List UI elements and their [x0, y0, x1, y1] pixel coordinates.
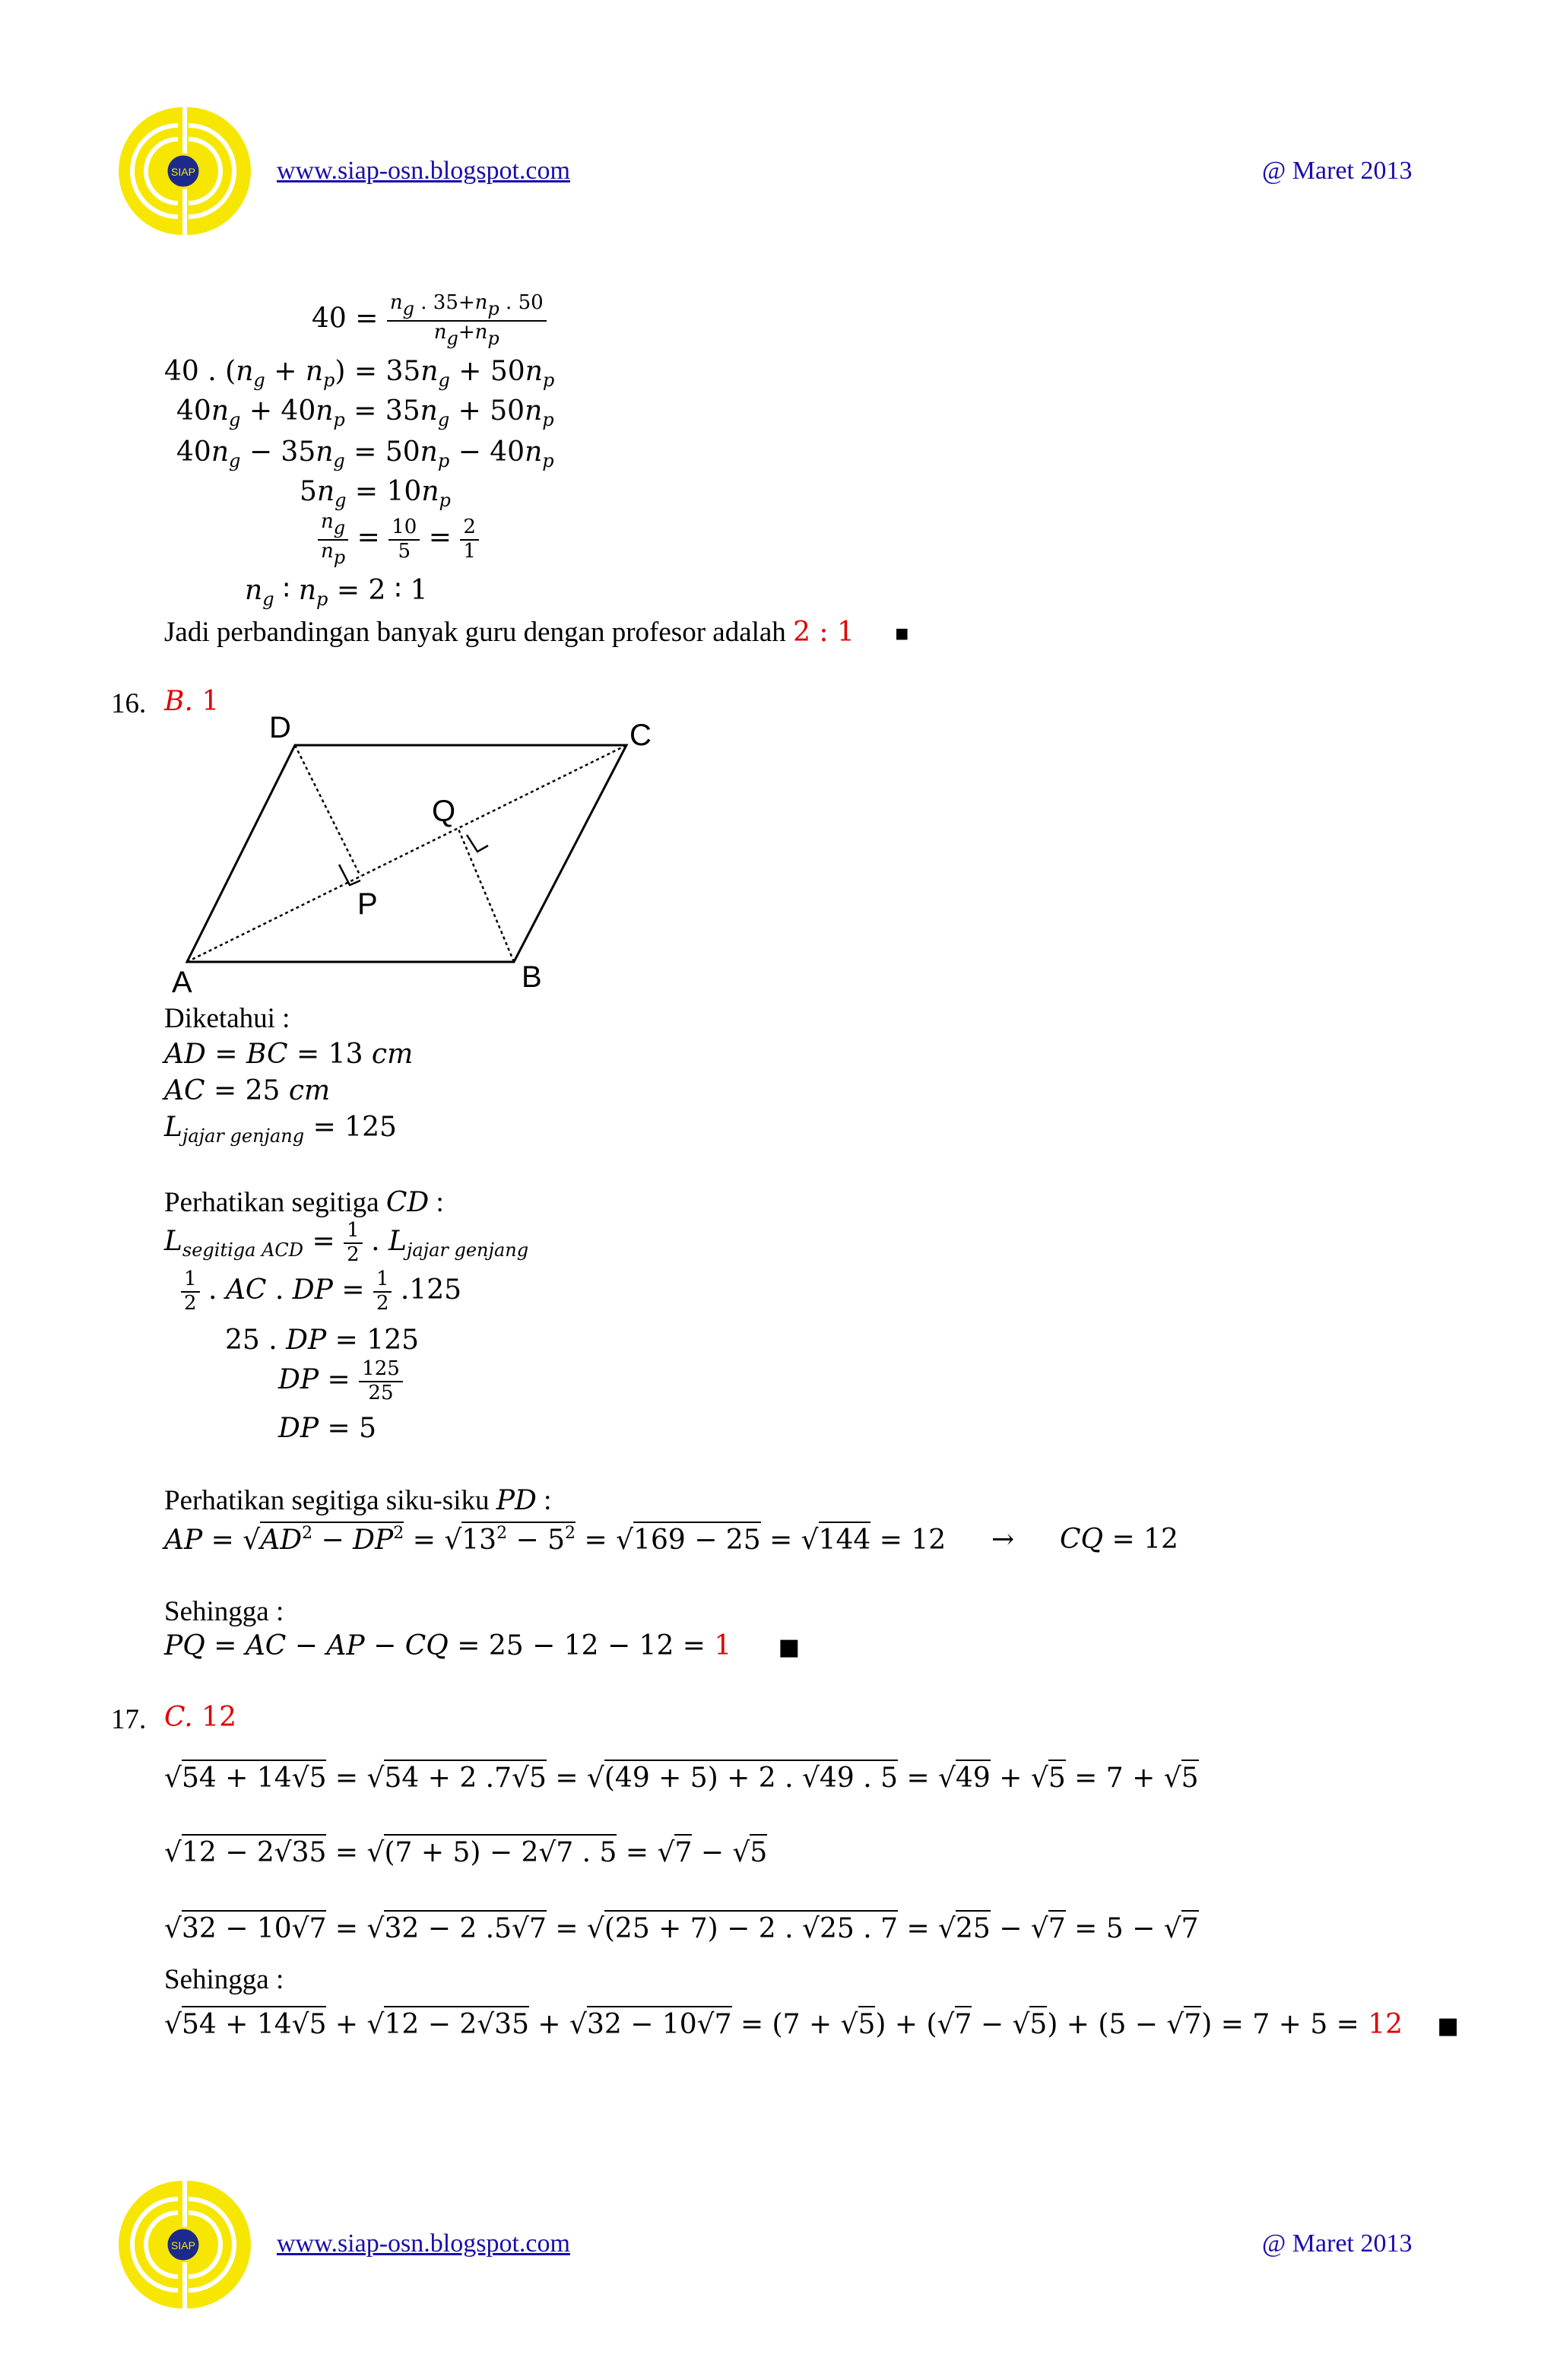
segment-dp: [295, 745, 360, 876]
q17-number: 17.: [111, 1704, 147, 1735]
q16-s1: $L_{segitiga ACD}$ = $\frac{1}{2}$ . $L_{jajar genjang}$: [164, 1219, 529, 1266]
q16-known2: AC = 25 cm: [164, 1075, 331, 1106]
q16-number: 16.: [111, 688, 147, 719]
label-a: A: [172, 966, 192, 999]
q15-line1: 40 = $\frac{ng . 35+np . 50}{ng+np}$: [312, 292, 547, 349]
q15-answer: 2 : 1: [793, 617, 855, 648]
q16-s3: 25 . DP = 125: [225, 1325, 419, 1356]
q17-final-answer: 12: [1368, 2009, 1403, 2040]
footer-url-link[interactable]: www.siap-osn.blogspot.com: [277, 2229, 570, 2258]
q16-ap-line: AP = $√AD^2 - DP^2 = √13^2 - 5^2 = √169 - 25 = √144 = 12$: [164, 1524, 946, 1556]
label-p: P: [357, 887, 378, 921]
qed-icon: ■: [1437, 2013, 1459, 2039]
label-q: Q: [432, 795, 456, 828]
qed-icon: ■: [778, 1634, 801, 1661]
q15-line6: $\frac{ng}{np}$ = $\frac{10}{5}$ = $\frac{2}{1}$: [318, 511, 479, 568]
right-angle-p: [339, 865, 360, 885]
q17-answer: C. 12: [164, 1702, 236, 1733]
q16-s2: $\frac{1}{2}$ . AC . DP = $\frac{1}{2}$ .125: [181, 1268, 461, 1315]
q16-so: Sehingga :: [164, 1596, 284, 1627]
q16-cq: CQ = 12: [1060, 1524, 1178, 1555]
q17-line2: √12 − 2√35 = √(7 + 5) − 2√7 . 5 = √7 − √5: [164, 1837, 767, 1868]
q15-line2: 40 . $(n_g + n_p) = 35n_g + 50n_p$: [164, 356, 555, 391]
q16-note2: Perhatikan segitiga siku-siku PD :: [164, 1485, 552, 1516]
q15-line3: $40n_g + 40n_p = 35n_g + 50n_p$: [176, 395, 554, 430]
q15-conclusion: Jadi perbandingan banyak guru dengan profesor adalah 2 : 1 ■: [164, 617, 909, 648]
q15-frac-num: ng . 35+np . 50: [387, 292, 547, 322]
footer-logo: [114, 2176, 251, 2313]
parallelogram-diagram: [164, 715, 674, 1004]
right-angle-q: [467, 835, 488, 852]
logo-icon: [114, 103, 251, 240]
q16-known-title: Diketahui :: [164, 1003, 290, 1034]
footer-date: @ Maret 2013: [1262, 2229, 1413, 2258]
q15-line5: $5n_g = 10n_p$: [300, 476, 451, 511]
qed-icon: ■: [895, 621, 909, 646]
label-c: C: [629, 719, 652, 752]
header-url-link[interactable]: www.siap-osn.blogspot.com: [277, 157, 570, 185]
label-b: B: [522, 960, 542, 994]
logo-text: SIAP: [171, 166, 195, 178]
header-date: @ Maret 2013: [1262, 157, 1413, 185]
q15-line7: $n_g$ ∶ $n_p = 2$ ∶ 1: [245, 575, 428, 610]
logo-icon: [114, 2176, 251, 2313]
q16-known1: AD = BC = 13 cm: [164, 1039, 414, 1070]
q16-pq: PQ = AC − AP − CQ = 25 − 12 − 12 = 1 ■: [164, 1630, 801, 1661]
q16-known3: $L_{jajar genjang} = 125$: [164, 1112, 397, 1147]
q17-final: √54 + 14√5 + √12 − 2√35 + √32 − 10√7 = (7 + √5) + (√7 − √5) + (5 − √7) = 7 + 5 = 12 ■: [164, 2009, 1459, 2040]
q16-s4: DP = $\frac{125}{25}$: [278, 1358, 403, 1405]
label-d: D: [269, 715, 291, 744]
q15-frac-den: ng+np: [433, 320, 499, 349]
q15-line4: $40n_g - 35n_g = 50n_p - 40n_p$: [176, 436, 554, 471]
q16-s5: DP = 5: [278, 1413, 377, 1444]
q16-answer: B. 1: [164, 686, 220, 717]
q17-so: Sehingga :: [164, 1964, 284, 1995]
diagonal-ac: [187, 745, 626, 962]
header-logo: [114, 103, 251, 240]
q16-note1: Perhatikan segitiga CD :: [164, 1187, 444, 1218]
q16-final-answer: 1: [714, 1630, 732, 1661]
q17-line3: √32 − 10√7 = √32 − 2 .5√7 = √(25 + 7) − 2 . √25 . 7 = √25 − √7 = 5 − √7: [164, 1913, 1199, 1944]
logo-text: SIAP: [171, 2239, 195, 2251]
q17-line1: √54 + 14√5 = √54 + 2 .7√5 = √(49 + 5) + 2 . √49 . 5 = √49 + √5 = 7 + √5: [164, 1763, 1199, 1794]
q16-arrow: →: [991, 1524, 1015, 1555]
